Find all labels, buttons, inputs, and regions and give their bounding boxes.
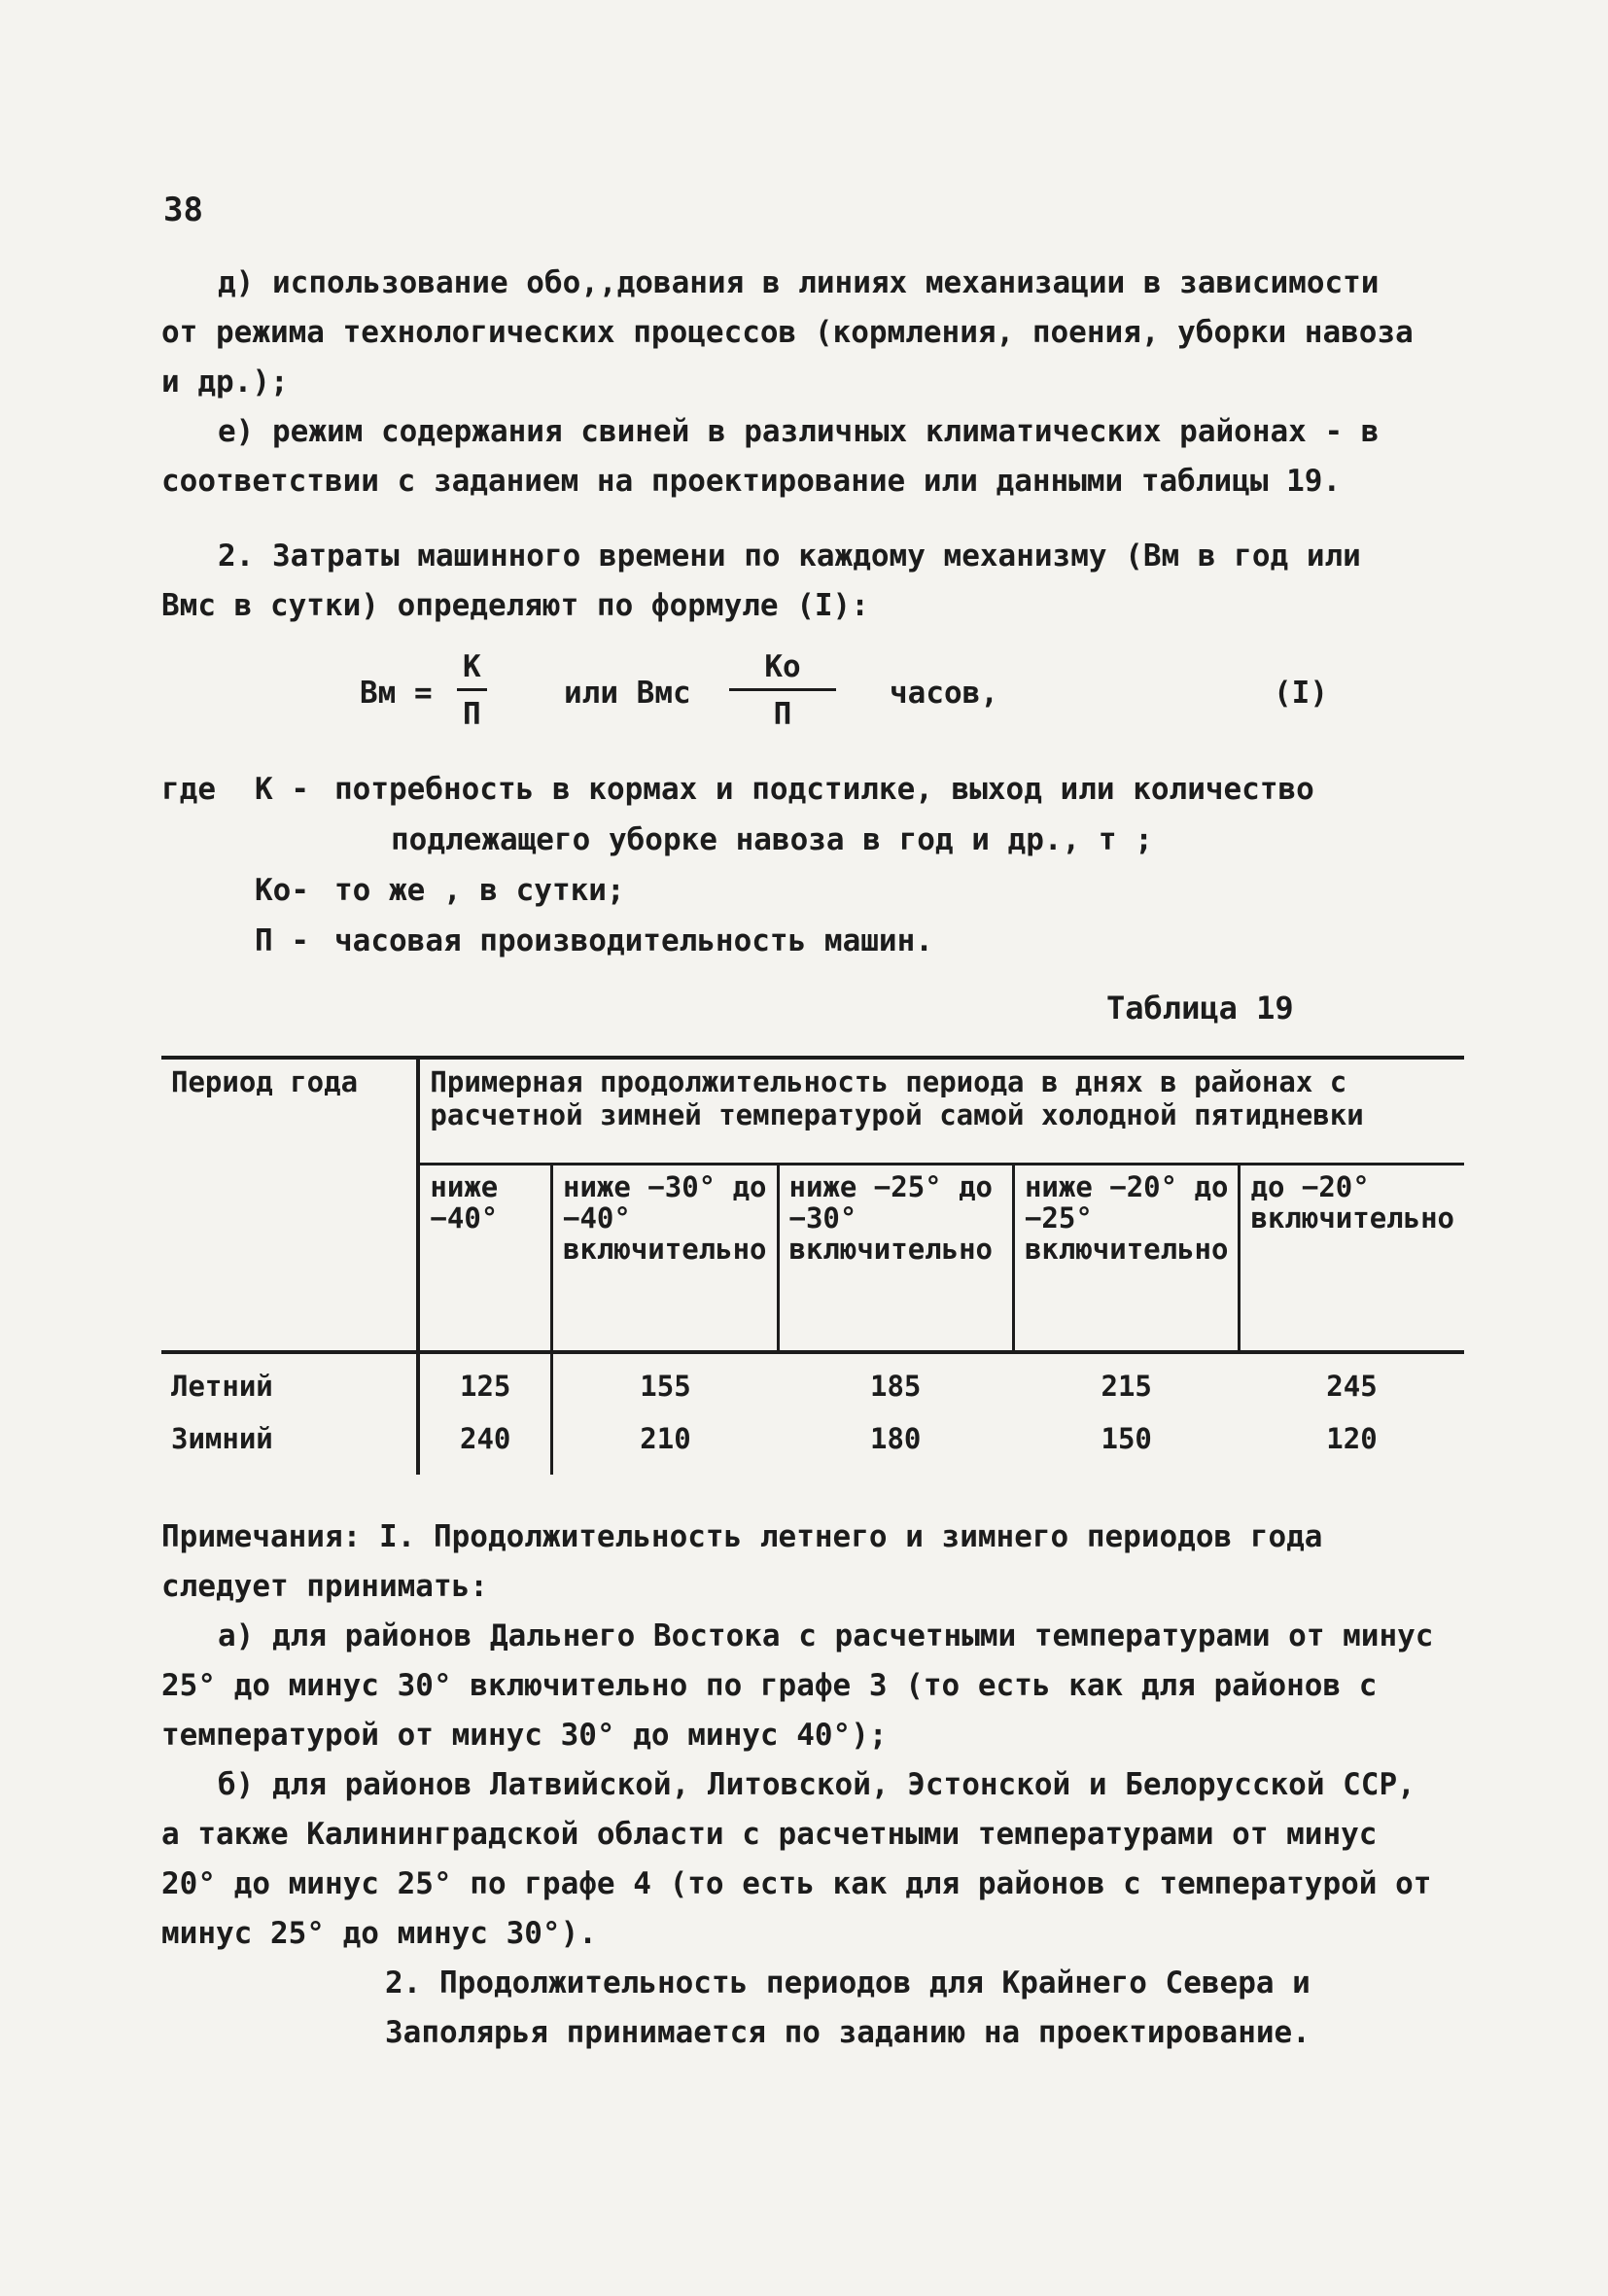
row-label: Зимний	[171, 1422, 273, 1455]
fraction-1	[457, 649, 487, 732]
table-cell: 240	[418, 1414, 551, 1475]
definition-prefix	[161, 815, 255, 865]
table-row	[161, 1352, 1464, 1414]
paragraph-e: е) режим содержания свиней в различных климатических районах - в соответствии с заданием на проектирование или данными таблицы 19.	[161, 414, 1380, 499]
table-cell: 180	[870, 1422, 922, 1455]
definition-symbol: К -	[255, 772, 309, 807]
fraction-1-denominator: П	[463, 697, 481, 732]
paragraph-2: 2. Затраты машинного времени по каждому механизму (Вм в год или Вмс в сутки) определяют по формуле (I):	[161, 539, 1361, 623]
definition-prefix	[161, 916, 255, 966]
definition-text: то же , в сутки;	[334, 873, 625, 908]
definition-text: потребность в кормах и подстилке, выход или количество	[334, 772, 1314, 807]
paragraph-d: д) использование обо,,дования в линиях механизации в зависимости от режима технологических процессов (кормления, поения, уборки навоза и др.);	[161, 265, 1414, 400]
definition-prefix	[161, 865, 255, 916]
table-cell: 120	[1326, 1422, 1378, 1455]
formula-unit: часов,	[890, 676, 998, 711]
table-row	[161, 1414, 1464, 1475]
definition-row	[161, 815, 1489, 865]
fraction-1-numerator: К	[457, 649, 487, 691]
note-1-a: а) для районов Дальнего Востока с расчетными температурами от минус 25° до минус 30° включительно по графе 3 (то есть как для районов с температурой от минус 30° до минус 40°);	[161, 1618, 1434, 1753]
page-number: 38	[163, 191, 203, 229]
table-caption: Таблица 19	[1106, 990, 1294, 1026]
definition-prefix: где	[161, 772, 216, 807]
table-cell: 155	[551, 1352, 778, 1414]
table-cell: 125	[418, 1352, 551, 1414]
note-1-intro: Примечания: I. Продолжительность летнего и зимнего периодов года следует принимать:	[161, 1519, 1323, 1604]
column-header: ниже −40°	[418, 1165, 551, 1353]
table-cell: 215	[1101, 1370, 1152, 1403]
fraction-2	[729, 649, 836, 732]
table-cell: 185	[870, 1370, 922, 1403]
definitions	[161, 764, 1489, 966]
formula-lhs: Вм =	[360, 676, 433, 711]
fraction-2-numerator: Ко	[729, 649, 836, 691]
note-1-b: б) для районов Латвийской, Литовской, Эстонской и Белорусской ССР, а также Калининградской области с расчетными температурами от минус 20° до минус 25° по графе 4 (то есть как для районов с температурой от минус 25° до минус 30°).	[161, 1767, 1432, 1951]
fraction-2-denominator: П	[773, 697, 792, 732]
definition-symbol: Ко-	[255, 873, 309, 908]
formula	[360, 649, 1439, 756]
formula-or: или Вмс	[564, 676, 691, 711]
column-header: ниже −20° до −25° включительно	[1013, 1165, 1240, 1353]
row-label: Летний	[171, 1370, 273, 1403]
formula-number: (I)	[1274, 676, 1328, 711]
definition-text: подлежащего уборке навоза в год и др., т ;	[391, 822, 1153, 857]
notes	[161, 1513, 1435, 2058]
table-cell: 150	[1101, 1422, 1152, 1455]
column-header: ниже −25° до −30° включительно	[778, 1165, 1013, 1353]
column-header: до −20° включительно	[1240, 1165, 1464, 1353]
definition-symbol	[255, 815, 334, 865]
table-19	[161, 1056, 1464, 1475]
definition-text: часовая производительность машин.	[334, 923, 933, 958]
table-cell: 245	[1326, 1370, 1378, 1403]
definition-symbol: П -	[255, 923, 309, 958]
definition-row	[161, 865, 1489, 916]
definition-row	[161, 764, 1489, 815]
column-header: ниже −30° до −40° включительно	[551, 1165, 778, 1353]
row-header: Период года	[161, 1058, 418, 1352]
definition-row	[161, 916, 1489, 966]
note-2: 2. Продолжительность периодов для Крайнего Севера и Заполярья принимается по заданию на проектирование.	[385, 1966, 1311, 2050]
span-header: Примерная продолжительность периода в днях в районах с расчетной зимней температурой самой холодной пятидневки	[418, 1058, 1464, 1165]
table-cell: 210	[551, 1414, 778, 1475]
